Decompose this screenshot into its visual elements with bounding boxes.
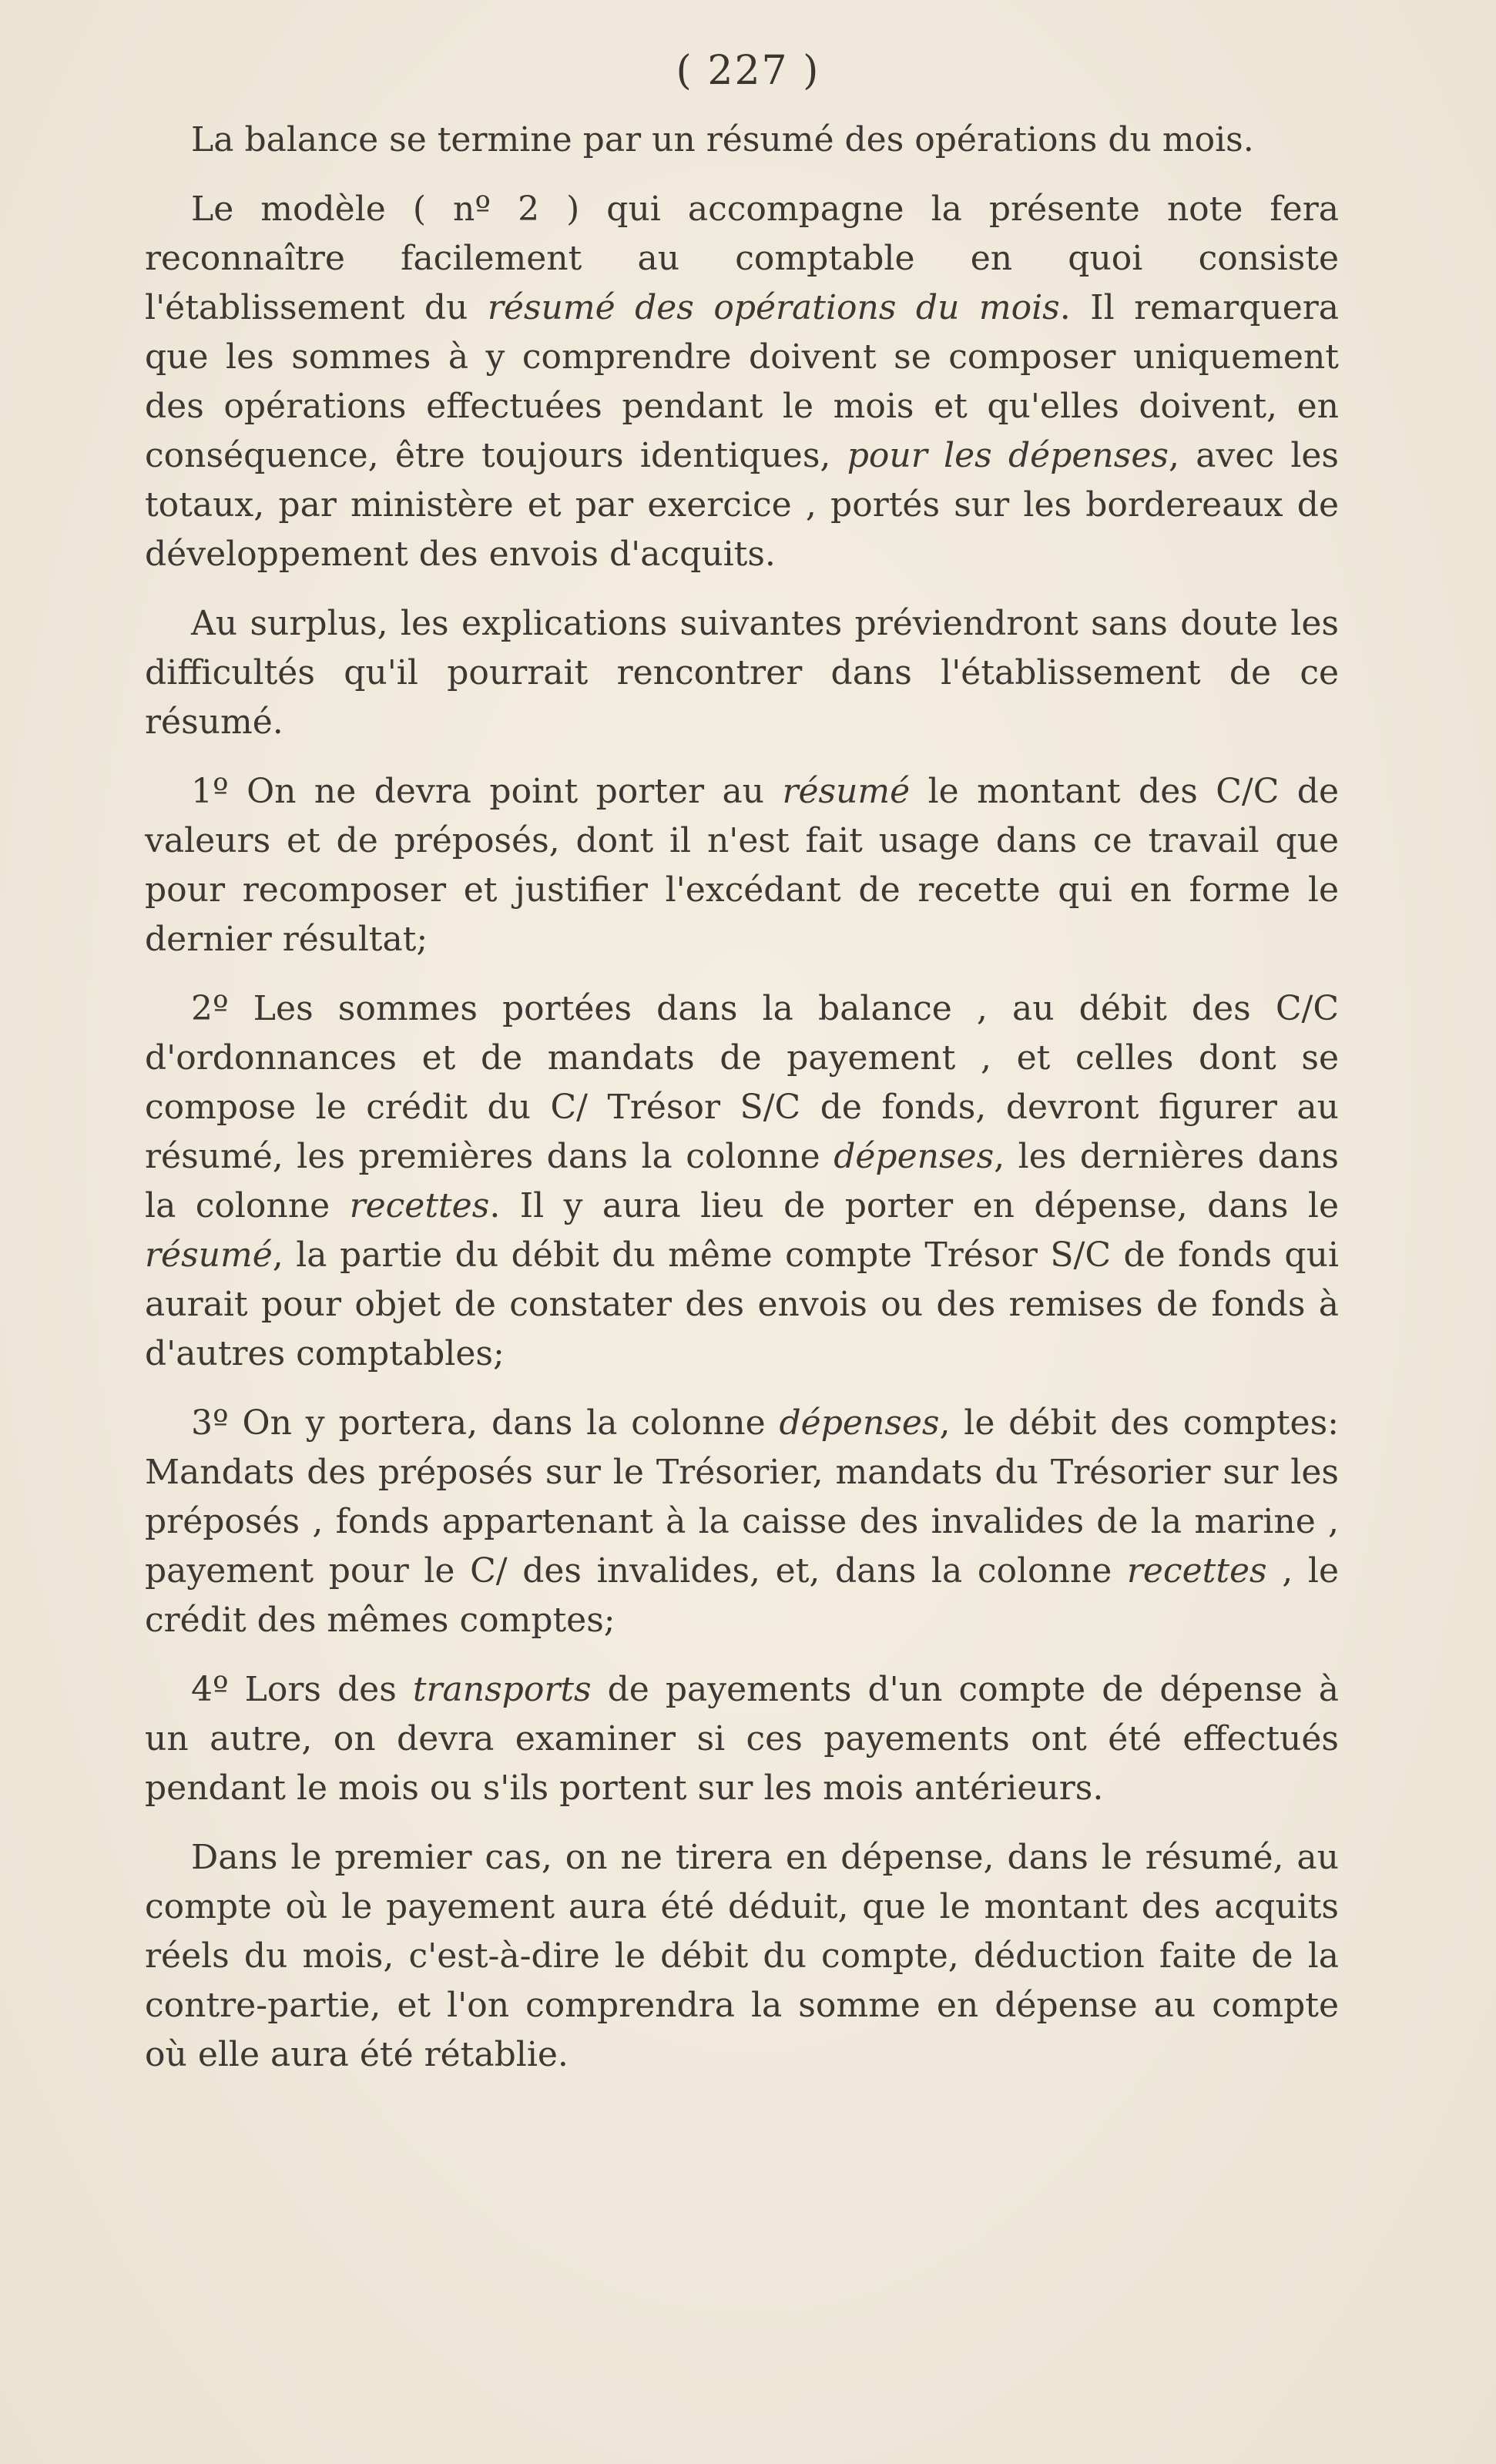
paragraph [145,1665,1339,1813]
text-run: , le crédit des mêmes comptes; [145,1551,1339,1640]
text-run: Au surplus, les explications suivantes préviendront sans doute les difficultés qu'il pourrait rencontrer dans l'établissement de ce résumé. [145,604,1339,742]
paragraph [145,767,1339,964]
text-run: Dans le premier cas, on ne tirera en dépense, dans le résumé, au compte où le payement aura été déduit, que le montant des acquits réels du mois, c'est-à-dire le débit du compte, déduction faite de la contre-partie, et l'on comprendra la somme en dépense au compte où elle aura été rétablie. [145,1838,1339,2074]
text-run: de payements d'un compte de dépense à un autre, on devra examiner si ces payements ont été effectués pendant le mois ou s'ils portent sur les mois antérieurs. [145,1670,1340,1808]
page-body [145,116,1339,2100]
italic-text: résumé des opérations du mois [487,288,1060,327]
text-run: , la partie du débit du même compte Trésor S/C de fonds qui aurait pour objet de constater des envois ou des remises de fonds à d'autres comptables; [145,1235,1339,1373]
text-run: Le modèle ( nº 2 ) qui accompagne la présente note fera reconnaître facilement au comptable en quoi consiste l'établissement du [145,189,1339,327]
paragraph [145,116,1339,165]
text-run: le montant des C/C de valeurs et de préposés, dont il n'est fait usage dans ce travail que pour recomposer et justifier l'excédant de recette qui en forme le dernier résultat; [145,772,1339,959]
text-run: . Il y aura lieu de porter en dépense, dans le [489,1186,1339,1225]
italic-text: résumé [782,772,911,811]
paragraph [145,984,1339,1379]
text-run: , le débit des comptes: Mandats des préposés sur le Trésorier, mandats du Trésorier sur les préposés , fonds appartenant à la caisse des invalides de la marine , payement pour le C/ des invalides, et, dans la colonne [145,1403,1339,1591]
text-run: La balance se termine par un résumé des opérations du mois. [191,120,1254,159]
text-run: 4º Lors des [191,1670,413,1709]
italic-text: dépenses [779,1403,940,1443]
paragraph [145,1833,1339,2080]
text-run: , avec les totaux, par ministère et par exercice , portés sur les bordereaux de développement des envois d'acquits. [145,436,1340,574]
italic-text: dépenses [834,1137,995,1176]
italic-text: transports [412,1670,592,1709]
text-run: 1º On ne devra point porter au [191,772,783,811]
italic-text: recettes [1126,1551,1267,1591]
paragraph [145,1399,1339,1645]
page-number: ( 227 ) [676,48,820,94]
text-run: 2º Les sommes portées dans la balance , au débit des C/C d'ordonnances et de mandats de payement , et celles dont se compose le crédit du C/ Trésor S/C de fonds, devront figurer au résumé, les premières dans la colonne [145,989,1339,1176]
paragraph [145,599,1339,747]
italic-text: pour les dépenses [847,436,1169,475]
text-run: , les dernières dans la colonne [145,1137,1339,1225]
paragraph [145,185,1339,579]
text-run: . Il remarquera que les sommes à y comprendre doivent se composer uniquement des opérations effectuées pendant le mois et qu'elles doivent, en conséquence, être toujours identiques, [145,288,1340,475]
text-run: 3º On y portera, dans la colonne [191,1403,780,1443]
italic-text: résumé [145,1235,273,1275]
italic-text: recettes [349,1186,490,1225]
